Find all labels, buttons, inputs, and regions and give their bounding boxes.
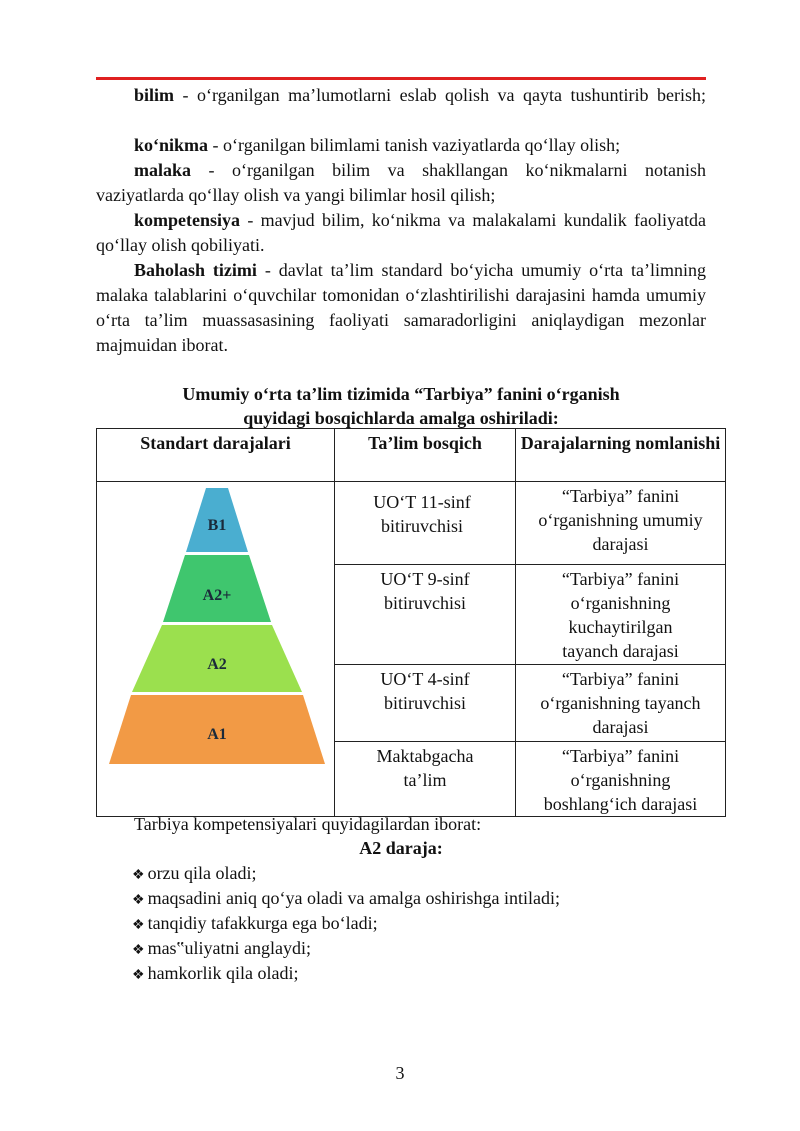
competencies-intro: Tarbiya kompetensiyalari quyidagilardan iborat: (134, 814, 482, 834)
diamond-bullet-icon: ❖ (132, 968, 145, 983)
level-label-a2: A2 (207, 656, 227, 673)
stage-cell (335, 665, 516, 742)
stage-cell (335, 742, 516, 817)
level-name-text: “Tarbiya” fanini o‘rganishning kuchaytirilgan tayanch darajasi (561, 569, 680, 661)
list-item-text: orzu qila oladi; (147, 863, 257, 883)
term: bilim (134, 85, 175, 105)
list-item-text: maqsadini aniq qo‘ya oladi va amalga oshirishga intiladi; (147, 888, 560, 908)
definition-text: - o‘rganilgan ma’lumotlarni eslab qolish va qayta tushuntirib berish; (174, 85, 706, 105)
list-item (132, 936, 311, 963)
header-level-names: Darajalarning nomlanishi (516, 429, 726, 482)
level-name-cell (516, 565, 726, 665)
level-label-b1: B1 (207, 517, 227, 534)
stage-text: UO‘T 4-sinf bitiruvchisi (380, 669, 470, 713)
level-name-cell (516, 665, 726, 742)
level-name-text: “Tarbiya” fanini o‘rganishning tayanch darajasi (540, 669, 701, 737)
term: malaka (134, 160, 192, 180)
header-rule (96, 77, 706, 80)
level-heading: A2 daraja: (359, 838, 443, 858)
diamond-bullet-icon: ❖ (132, 918, 145, 933)
level-name-text: “Tarbiya” fanini o‘rganishning boshlang‘ich darajasi (543, 746, 698, 814)
list-item-text: mas‟uliyatni anglaydi; (147, 938, 312, 958)
definition-kompetensiya (96, 208, 706, 258)
table-title-line-2: quyidagi bosqichlarda amalga oshiriladi: (243, 408, 559, 428)
list-item (132, 911, 378, 938)
page-number: 3 (395, 1063, 405, 1083)
level-label-a2plus: A2+ (202, 587, 232, 604)
definition-text: - o‘rganilgan bilimlami tanish vaziyatlarda qo‘llay olish; (208, 135, 621, 155)
definition-text: - davlat ta’lim standard bo‘yicha umumiy o‘rta ta’limning malaka talablarini o‘quvchilar tomonidan o‘zlashtirilishi darajasini hamda umumiy o‘rta ta’lim muassasasining faoliyati samaradorligini aniqlaydigan mezonlar majmuidan iborat. (96, 260, 707, 355)
table-header-row (97, 429, 726, 482)
list-item-text: hamkorlik qila oladi; (147, 963, 299, 983)
diamond-bullet-icon: ❖ (132, 893, 145, 908)
definition-baholash (96, 258, 706, 358)
levels-table (96, 428, 726, 817)
list-item-text: tanqidiy tafakkurga ega bo‘ladi; (147, 913, 378, 933)
diamond-bullet-icon: ❖ (132, 868, 145, 883)
definition-text: - mavjud bilim, ko‘nikma va malakalami kundalik faoliyatda qo‘llay olish qobiliyati. (96, 210, 706, 255)
header-standard-levels: Standart darajalari (97, 429, 335, 482)
level-name-text: “Tarbiya” fanini o‘rganishning umumiy darajasi (538, 486, 703, 554)
term: kompetensiya (134, 210, 241, 230)
table-row (97, 482, 726, 565)
term: Baholash tizimi (134, 260, 257, 280)
definition-text: - o‘rganilgan bilim va shakllangan ko‘nikmalarni notanish vaziyatlarda qo‘llay olish va yangi bilimlar hosil qilish; (96, 160, 706, 205)
level-pyramid (97, 482, 335, 813)
stage-text: UO‘T 11-sinf bitiruvchisi (373, 492, 471, 536)
term: ko‘nikma (134, 135, 209, 155)
stage-text: Maktabgacha ta’lim (376, 746, 474, 790)
stage-cell (335, 482, 516, 565)
list-item (132, 886, 560, 913)
stage-text: UO‘T 9-sinf bitiruvchisi (380, 569, 470, 613)
diamond-bullet-icon: ❖ (132, 943, 145, 958)
level-label-a1: A1 (207, 726, 227, 743)
list-item (132, 861, 257, 888)
definition-bilim (96, 83, 706, 108)
table-title-line-1: Umumiy o‘rta ta’lim tizimida “Tarbiya” fanini o‘rganish (182, 384, 620, 404)
definition-konikma (96, 133, 706, 158)
pyramid-cell (97, 482, 335, 817)
level-name-cell (516, 482, 726, 565)
stage-cell (335, 565, 516, 665)
level-name-cell (516, 742, 726, 817)
list-item (132, 961, 299, 988)
definition-malaka (96, 158, 706, 208)
header-education-stage: Ta’lim bosqich (335, 429, 516, 482)
